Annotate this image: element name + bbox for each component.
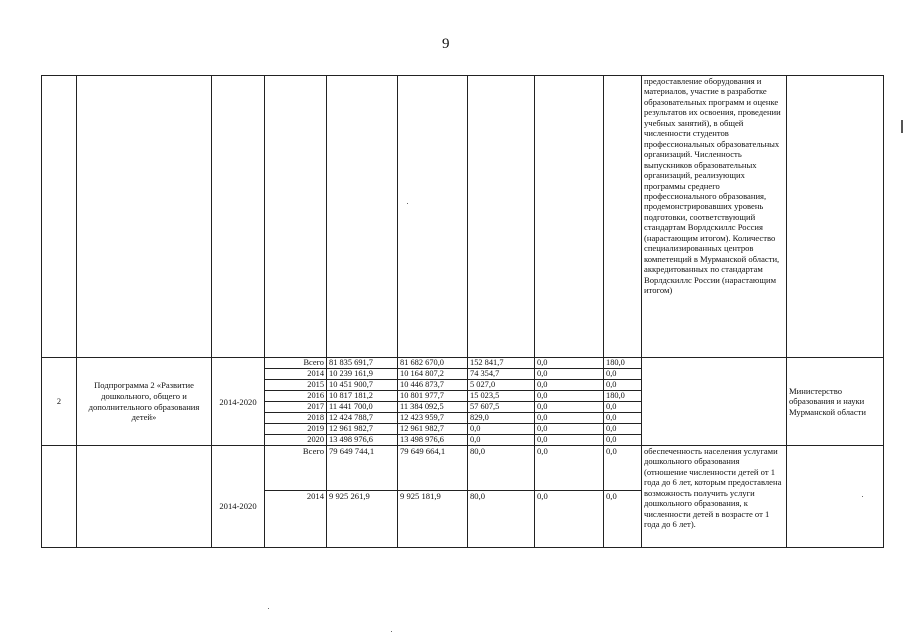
indicator-text: предоставление оборудования и материалов, участие в разработке образовательных программ и оценке результатов их освоения, проведении учебных занятий), в общей численности студентов профессиональных образовательных организаций. Численность выпускников образовательных организаций, реализующих программы среднего профессионального образования, продемонстрировавших уровень подготовки, соответствующий стандартам Ворлдскиллс Россия (нарастающим итогом). Количество специализированных центров компетенций в Мурманской области, аккредитованных по стандартам Ворлдскиллс России (нарастающим итогом) [642,76,787,358]
year-cell: 2017 [265,402,327,413]
year-cell: Всего [265,358,327,369]
federal-cell: 5 027,0 [468,380,535,391]
other-cell: 0,0 [604,402,642,413]
federal-cell: 57 607,5 [468,402,535,413]
federal-cell: 80,0 [468,446,535,491]
executor: Министерство образования и науки Мурманской области [787,358,884,446]
local-cell: 0,0 [535,369,604,380]
local-cell: 0,0 [535,380,604,391]
other-cell: 0,0 [604,369,642,380]
year-cell: 2014 [265,369,327,380]
total-cell: 10 451 900,7 [327,380,398,391]
year-cell: 2014 [265,491,327,548]
federal-cell: 0,0 [468,435,535,446]
federal-cell: 74 354,7 [468,369,535,380]
other-cell: 180,0 [604,391,642,402]
block-period: 2014-2020 [212,446,265,548]
other-cell: 0,0 [604,380,642,391]
indicator-cell-empty [642,358,787,446]
local-cell: 0,0 [535,446,604,491]
cell-num [42,76,77,358]
local-cell: 0,0 [535,491,604,548]
total-cell: 10 239 161,9 [327,369,398,380]
regional-cell: 11 384 092,5 [398,402,468,413]
total-cell: 13 498 976,6 [327,435,398,446]
cell-name [77,76,212,358]
other-cell: 0,0 [604,491,642,548]
total-cell: 10 817 181,2 [327,391,398,402]
regional-cell: 79 649 664,1 [398,446,468,491]
total-cell: 79 649 744,1 [327,446,398,491]
total-cell: 11 441 700,0 [327,402,398,413]
subprogram-name: Подпрограмма 2 «Развитие дошкольного, общего и дополнительного образования детей» [77,358,212,446]
local-cell: 0,0 [535,358,604,369]
federal-cell: 829,0 [468,413,535,424]
table-row [42,446,884,491]
total-cell: 12 424 788,7 [327,413,398,424]
subprogram-number: 2 [42,358,77,446]
page-number: 9 [442,36,450,52]
regional-cell: 81 682 670,0 [398,358,468,369]
cell-num [42,446,77,548]
year-cell: Всего [265,446,327,491]
cell-federal [468,76,535,358]
regional-cell: 12 423 959,7 [398,413,468,424]
year-cell: 2019 [265,424,327,435]
regional-cell: 13 498 976,6 [398,435,468,446]
cell-year [265,76,327,358]
cell-executor [787,76,884,358]
local-cell: 0,0 [535,391,604,402]
federal-cell: 0,0 [468,424,535,435]
scan-mark [901,120,903,133]
total-cell: 9 925 261,9 [327,491,398,548]
other-cell: 0,0 [604,413,642,424]
regional-cell: 10 801 977,7 [398,391,468,402]
regional-cell: 10 446 873,7 [398,380,468,391]
indicator-text: обеспеченность населения услугами дошкольного образования (отношение численности детей от 1 года до 6 лет, которым предоставлена возможность получить услуги дошкольного образования, к численности детей в возрасте от 1 года до 6 лет). [642,446,787,548]
cell-regional [398,76,468,358]
local-cell: 0,0 [535,435,604,446]
regional-cell: 10 164 807,2 [398,369,468,380]
year-cell: 2016 [265,391,327,402]
federal-cell: 80,0 [468,491,535,548]
other-cell: 0,0 [604,424,642,435]
cell-executor [787,446,884,548]
year-cell: 2015 [265,380,327,391]
scan-speck [391,631,392,632]
local-cell: 0,0 [535,424,604,435]
total-cell: 12 961 982,7 [327,424,398,435]
other-cell: 180,0 [604,358,642,369]
federal-cell: 15 023,5 [468,391,535,402]
subprogram-period: 2014-2020 [212,358,265,446]
total-cell: 81 835 691,7 [327,358,398,369]
table-row [42,358,884,369]
scan-speck [268,608,269,609]
cell-total [327,76,398,358]
local-cell: 0,0 [535,413,604,424]
year-cell: 2018 [265,413,327,424]
federal-cell: 152 841,7 [468,358,535,369]
regional-cell: 9 925 181,9 [398,491,468,548]
cell-other [604,76,642,358]
year-cell: 2020 [265,435,327,446]
other-cell: 0,0 [604,446,642,491]
local-cell: 0,0 [535,402,604,413]
cell-name [77,446,212,548]
cell-period [212,76,265,358]
other-cell: 0,0 [604,435,642,446]
program-table [41,75,884,548]
table-row-continued [42,76,884,358]
regional-cell: 12 961 982,7 [398,424,468,435]
cell-local [535,76,604,358]
